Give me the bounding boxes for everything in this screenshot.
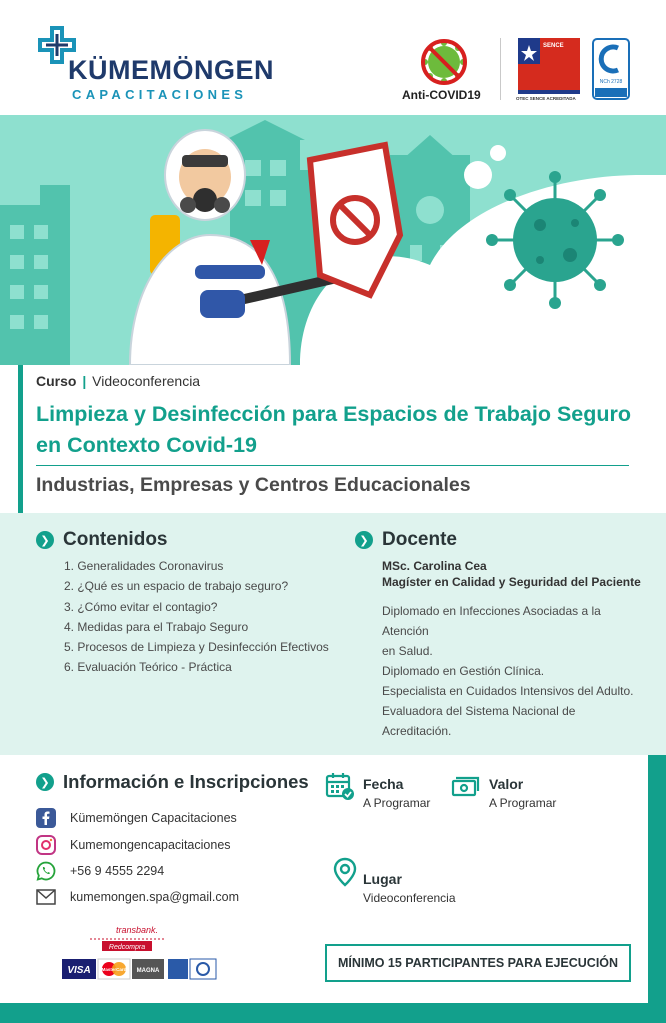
- sence-logo: [518, 38, 580, 100]
- list-item: 4. Medidas para el Trabajo Seguro: [64, 619, 249, 634]
- accent-bar-bottom: [0, 1003, 666, 1023]
- fecha-value: A Programar: [363, 796, 431, 810]
- calendar-check-icon: [325, 771, 355, 801]
- anti-covid-label: Anti-COVID19: [402, 88, 481, 102]
- minimo-participantes-box: [325, 944, 631, 982]
- instagram-handle: Kumemongencapacitaciones: [70, 838, 231, 852]
- course-type: [36, 373, 200, 389]
- instagram-icon: [36, 835, 56, 855]
- valor-value: A Programar: [489, 796, 557, 810]
- list-item: 6. Evaluación Teórico - Práctica: [64, 660, 232, 675]
- email-address: kumemongen.spa@gmail.com: [70, 890, 240, 904]
- valor-label: Valor: [489, 776, 524, 792]
- docente-credentials: [382, 601, 642, 741]
- course-title: Limpieza y Desinfección para Espacios de Trabajo Seguro en Contexto Covid-19: [36, 402, 632, 457]
- credential-line: Diplomado en Gestión Clínica.: [382, 664, 545, 678]
- svg-text:MAGNA: MAGNA: [136, 968, 160, 974]
- email-contact[interactable]: [36, 887, 239, 907]
- svg-text:Redcompra: Redcompra: [108, 944, 146, 951]
- credential-line: Diplomado en Infecciones Asociadas a la Atención: [382, 604, 601, 638]
- location-pin-icon: [330, 857, 360, 887]
- svg-text:SENCE: SENCE: [543, 43, 564, 49]
- whatsapp-contact[interactable]: [36, 861, 164, 881]
- credential-line: Evaluadora del Sistema Nacional de Acreditación.: [382, 704, 576, 738]
- facebook-contact[interactable]: [36, 808, 237, 828]
- brand-subtitle: CAPACITACIONES: [72, 87, 248, 102]
- hero-illustration: [0, 115, 666, 365]
- contenidos-heading-text: Contenidos: [63, 529, 168, 550]
- fecha-label: Fecha: [363, 776, 404, 792]
- minimo-text: MÍNIMO 15 PARTICIPANTES PARA EJECUCIÓN: [337, 956, 619, 970]
- list-item: 2. ¿Qué es un espacio de trabajo seguro?: [64, 579, 289, 594]
- course-type-label: Curso: [36, 373, 77, 389]
- chevron-right-icon: ❯: [36, 531, 54, 549]
- docente-degree: Magíster en Calidad y Seguridad del Paciente: [382, 575, 641, 589]
- list-item: 5. Procesos de Limpieza y Desinfección Efectivos: [64, 640, 329, 655]
- title-divider: [36, 465, 629, 466]
- course-type-separator: |: [82, 373, 87, 389]
- accent-bar-right: [648, 755, 666, 1023]
- nch-certification-logo: [592, 38, 630, 100]
- svg-text:NCh 2728: NCh 2728: [599, 79, 623, 85]
- cash-icon: [450, 773, 480, 803]
- disinfection-scene-illustration: [0, 115, 666, 365]
- contenidos-list: [64, 556, 329, 678]
- info-heading: [36, 771, 309, 793]
- lugar-label: Lugar: [363, 871, 402, 887]
- sence-caption: OTEC SENCE ACREDITADA: [516, 96, 576, 101]
- envelope-icon: [36, 887, 56, 907]
- anti-covid-icon: [420, 38, 468, 86]
- facebook-handle: Kümemöngen Capacitaciones: [70, 811, 237, 825]
- header-divider: [500, 38, 501, 100]
- brand-name: KÜMEMÖNGEN: [68, 55, 274, 85]
- payment-methods-logos: [62, 925, 222, 985]
- chevron-right-icon: ❯: [355, 531, 373, 549]
- lugar-value: Videoconferencia: [363, 891, 456, 905]
- list-item: 1. Generalidades Coronavirus: [64, 559, 224, 573]
- info-heading-text: Información e Inscripciones: [63, 771, 309, 792]
- svg-text:MasterCard: MasterCard: [101, 967, 127, 972]
- course-mode: Videoconferencia: [92, 373, 201, 389]
- instagram-contact[interactable]: [36, 835, 231, 855]
- credential-line: Especialista en Cuidados Intensivos del Adulto.: [382, 684, 634, 698]
- accent-bar-left: [18, 365, 23, 513]
- contenidos-heading: [36, 529, 168, 551]
- whatsapp-icon: [36, 861, 56, 881]
- chevron-right-icon: ❯: [36, 773, 54, 791]
- whatsapp-number: +56 9 4555 2294: [70, 864, 165, 878]
- svg-text:VISA: VISA: [67, 965, 91, 976]
- list-item: 3. ¿Cómo evitar el contagio?: [64, 599, 218, 614]
- credential-line: en Salud.: [382, 644, 433, 658]
- docente-name: MSc. Carolina Cea: [382, 559, 487, 573]
- docente-heading-text: Docente: [382, 529, 457, 550]
- facebook-icon: [36, 808, 56, 828]
- course-subtitle: Industrias, Empresas y Centros Educacionales: [36, 474, 471, 496]
- header: [0, 0, 666, 115]
- transbank-label: transbank.: [116, 925, 159, 935]
- docente-heading: [355, 529, 457, 551]
